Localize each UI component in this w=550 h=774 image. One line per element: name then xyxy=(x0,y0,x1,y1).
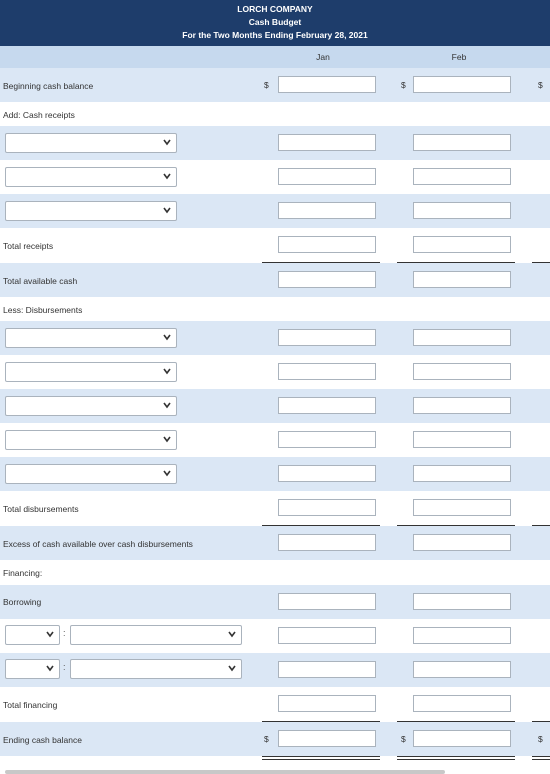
jan-total-disbursements-input[interactable] xyxy=(278,499,376,516)
dollar-sign: $ xyxy=(538,80,543,90)
chevron-down-icon xyxy=(227,663,237,673)
row-less-disbursements xyxy=(0,297,550,321)
jan-total-available-input[interactable] xyxy=(278,271,376,288)
feb-receipt-3-input[interactable] xyxy=(413,202,511,219)
label-total-financing: Total financing xyxy=(3,700,58,710)
row-disbursement-3 xyxy=(0,389,550,423)
feb-ending-input[interactable] xyxy=(413,730,511,747)
disbursement-2-select[interactable] xyxy=(5,362,177,382)
jan-excess-input[interactable] xyxy=(278,534,376,551)
row-disbursement-1 xyxy=(0,321,550,355)
row-receipt-1 xyxy=(0,126,550,160)
report-title: Cash Budget xyxy=(248,17,302,27)
double-underline xyxy=(262,756,380,757)
receipt-1-select[interactable] xyxy=(5,133,177,153)
disbursement-5-select[interactable] xyxy=(5,464,177,484)
jan-disbursement-1-input[interactable] xyxy=(278,329,376,346)
row-disbursement-4 xyxy=(0,423,550,457)
feb-disbursement-4-input[interactable] xyxy=(413,431,511,448)
label-less-disbursements: Less: Disbursements xyxy=(3,305,83,315)
jan-receipt-2-input[interactable] xyxy=(278,168,376,185)
jan-total-financing-input[interactable] xyxy=(278,695,376,712)
financing-1-small-select[interactable] xyxy=(5,625,60,645)
receipt-3-select[interactable] xyxy=(5,201,177,221)
column-jan: Jan xyxy=(316,52,330,62)
disbursement-3-select[interactable] xyxy=(5,396,177,416)
feb-beginning-input[interactable] xyxy=(413,76,511,93)
chevron-down-icon xyxy=(45,663,55,673)
feb-disbursement-2-input[interactable] xyxy=(413,363,511,380)
feb-receipt-2-input[interactable] xyxy=(413,168,511,185)
jan-receipt-3-input[interactable] xyxy=(278,202,376,219)
feb-borrowing-input[interactable] xyxy=(413,593,511,610)
horizontal-scrollbar[interactable] xyxy=(5,770,445,774)
row-financing-item-2 xyxy=(0,653,550,687)
jan-borrowing-input[interactable] xyxy=(278,593,376,610)
receipt-2-select[interactable] xyxy=(5,167,177,187)
label-total-available: Total available cash xyxy=(3,276,78,286)
double-underline xyxy=(262,759,380,760)
double-underline xyxy=(397,756,515,757)
chevron-down-icon xyxy=(45,629,55,639)
row-excess xyxy=(0,526,550,560)
feb-disbursement-1-input[interactable] xyxy=(413,329,511,346)
jan-disbursement-5-input[interactable] xyxy=(278,465,376,482)
row-total-receipts xyxy=(0,228,550,262)
label-ending-balance: Ending cash balance xyxy=(3,735,82,745)
column-header-row xyxy=(0,46,550,68)
disbursement-1-select[interactable] xyxy=(5,328,177,348)
report-header xyxy=(0,0,550,46)
label-excess: Excess of cash available over cash disbursements xyxy=(3,539,193,549)
dollar-sign: $ xyxy=(538,734,543,744)
jan-disbursement-4-input[interactable] xyxy=(278,431,376,448)
dollar-sign: $ xyxy=(264,80,269,90)
jan-beginning-input[interactable] xyxy=(278,76,376,93)
row-beginning-balance xyxy=(0,68,550,102)
row-disbursement-5 xyxy=(0,457,550,491)
feb-receipt-1-input[interactable] xyxy=(413,134,511,151)
disbursement-4-select[interactable] xyxy=(5,430,177,450)
jan-ending-input[interactable] xyxy=(278,730,376,747)
double-underline xyxy=(397,759,515,760)
jan-disbursement-2-input[interactable] xyxy=(278,363,376,380)
colon-separator: : xyxy=(63,662,66,672)
row-receipt-2 xyxy=(0,160,550,194)
label-add-receipts: Add: Cash receipts xyxy=(3,110,75,120)
row-total-disbursements xyxy=(0,491,550,525)
company-name: LORCH COMPANY xyxy=(237,4,313,14)
dollar-sign: $ xyxy=(401,80,406,90)
feb-total-financing-input[interactable] xyxy=(413,695,511,712)
feb-total-disbursements-input[interactable] xyxy=(413,499,511,516)
chevron-down-icon xyxy=(162,400,172,410)
feb-total-receipts-input[interactable] xyxy=(413,236,511,253)
chevron-down-icon xyxy=(162,171,172,181)
chevron-down-icon xyxy=(162,434,172,444)
row-total-available xyxy=(0,263,550,297)
chevron-down-icon xyxy=(162,332,172,342)
double-underline xyxy=(532,756,550,757)
chevron-down-icon xyxy=(162,468,172,478)
financing-2-small-select[interactable] xyxy=(5,659,60,679)
label-total-receipts: Total receipts xyxy=(3,241,54,251)
feb-disbursement-5-input[interactable] xyxy=(413,465,511,482)
jan-disbursement-3-input[interactable] xyxy=(278,397,376,414)
row-borrowing xyxy=(0,585,550,619)
chevron-down-icon xyxy=(227,629,237,639)
report-period: For the Two Months Ending February 28, 2021 xyxy=(182,30,368,40)
jan-financing-2-input[interactable] xyxy=(278,661,376,678)
row-financing xyxy=(0,560,550,585)
jan-financing-1-input[interactable] xyxy=(278,627,376,644)
row-ending-balance xyxy=(0,722,550,756)
row-receipt-3 xyxy=(0,194,550,228)
dollar-sign: $ xyxy=(401,734,406,744)
jan-receipt-1-input[interactable] xyxy=(278,134,376,151)
double-underline xyxy=(532,759,550,760)
feb-disbursement-3-input[interactable] xyxy=(413,397,511,414)
feb-financing-2-input[interactable] xyxy=(413,661,511,678)
financing-2-select[interactable] xyxy=(70,659,242,679)
chevron-down-icon xyxy=(162,205,172,215)
jan-total-receipts-input[interactable] xyxy=(278,236,376,253)
label-total-disbursements: Total disbursements xyxy=(3,504,79,514)
row-add-receipts xyxy=(0,102,550,126)
label-financing: Financing: xyxy=(3,568,43,578)
feb-financing-1-input[interactable] xyxy=(413,627,511,644)
chevron-down-icon xyxy=(162,137,172,147)
label-beginning-balance: Beginning cash balance xyxy=(3,81,94,91)
label-borrowing: Borrowing xyxy=(3,597,42,607)
column-feb: Feb xyxy=(451,52,467,62)
feb-excess-input[interactable] xyxy=(413,534,511,551)
feb-total-available-input[interactable] xyxy=(413,271,511,288)
chevron-down-icon xyxy=(162,366,172,376)
colon-separator: : xyxy=(63,628,66,638)
dollar-sign: $ xyxy=(264,734,269,744)
financing-1-select[interactable] xyxy=(70,625,242,645)
row-disbursement-2 xyxy=(0,355,550,389)
row-financing-item-1 xyxy=(0,619,550,653)
row-total-financing xyxy=(0,687,550,721)
